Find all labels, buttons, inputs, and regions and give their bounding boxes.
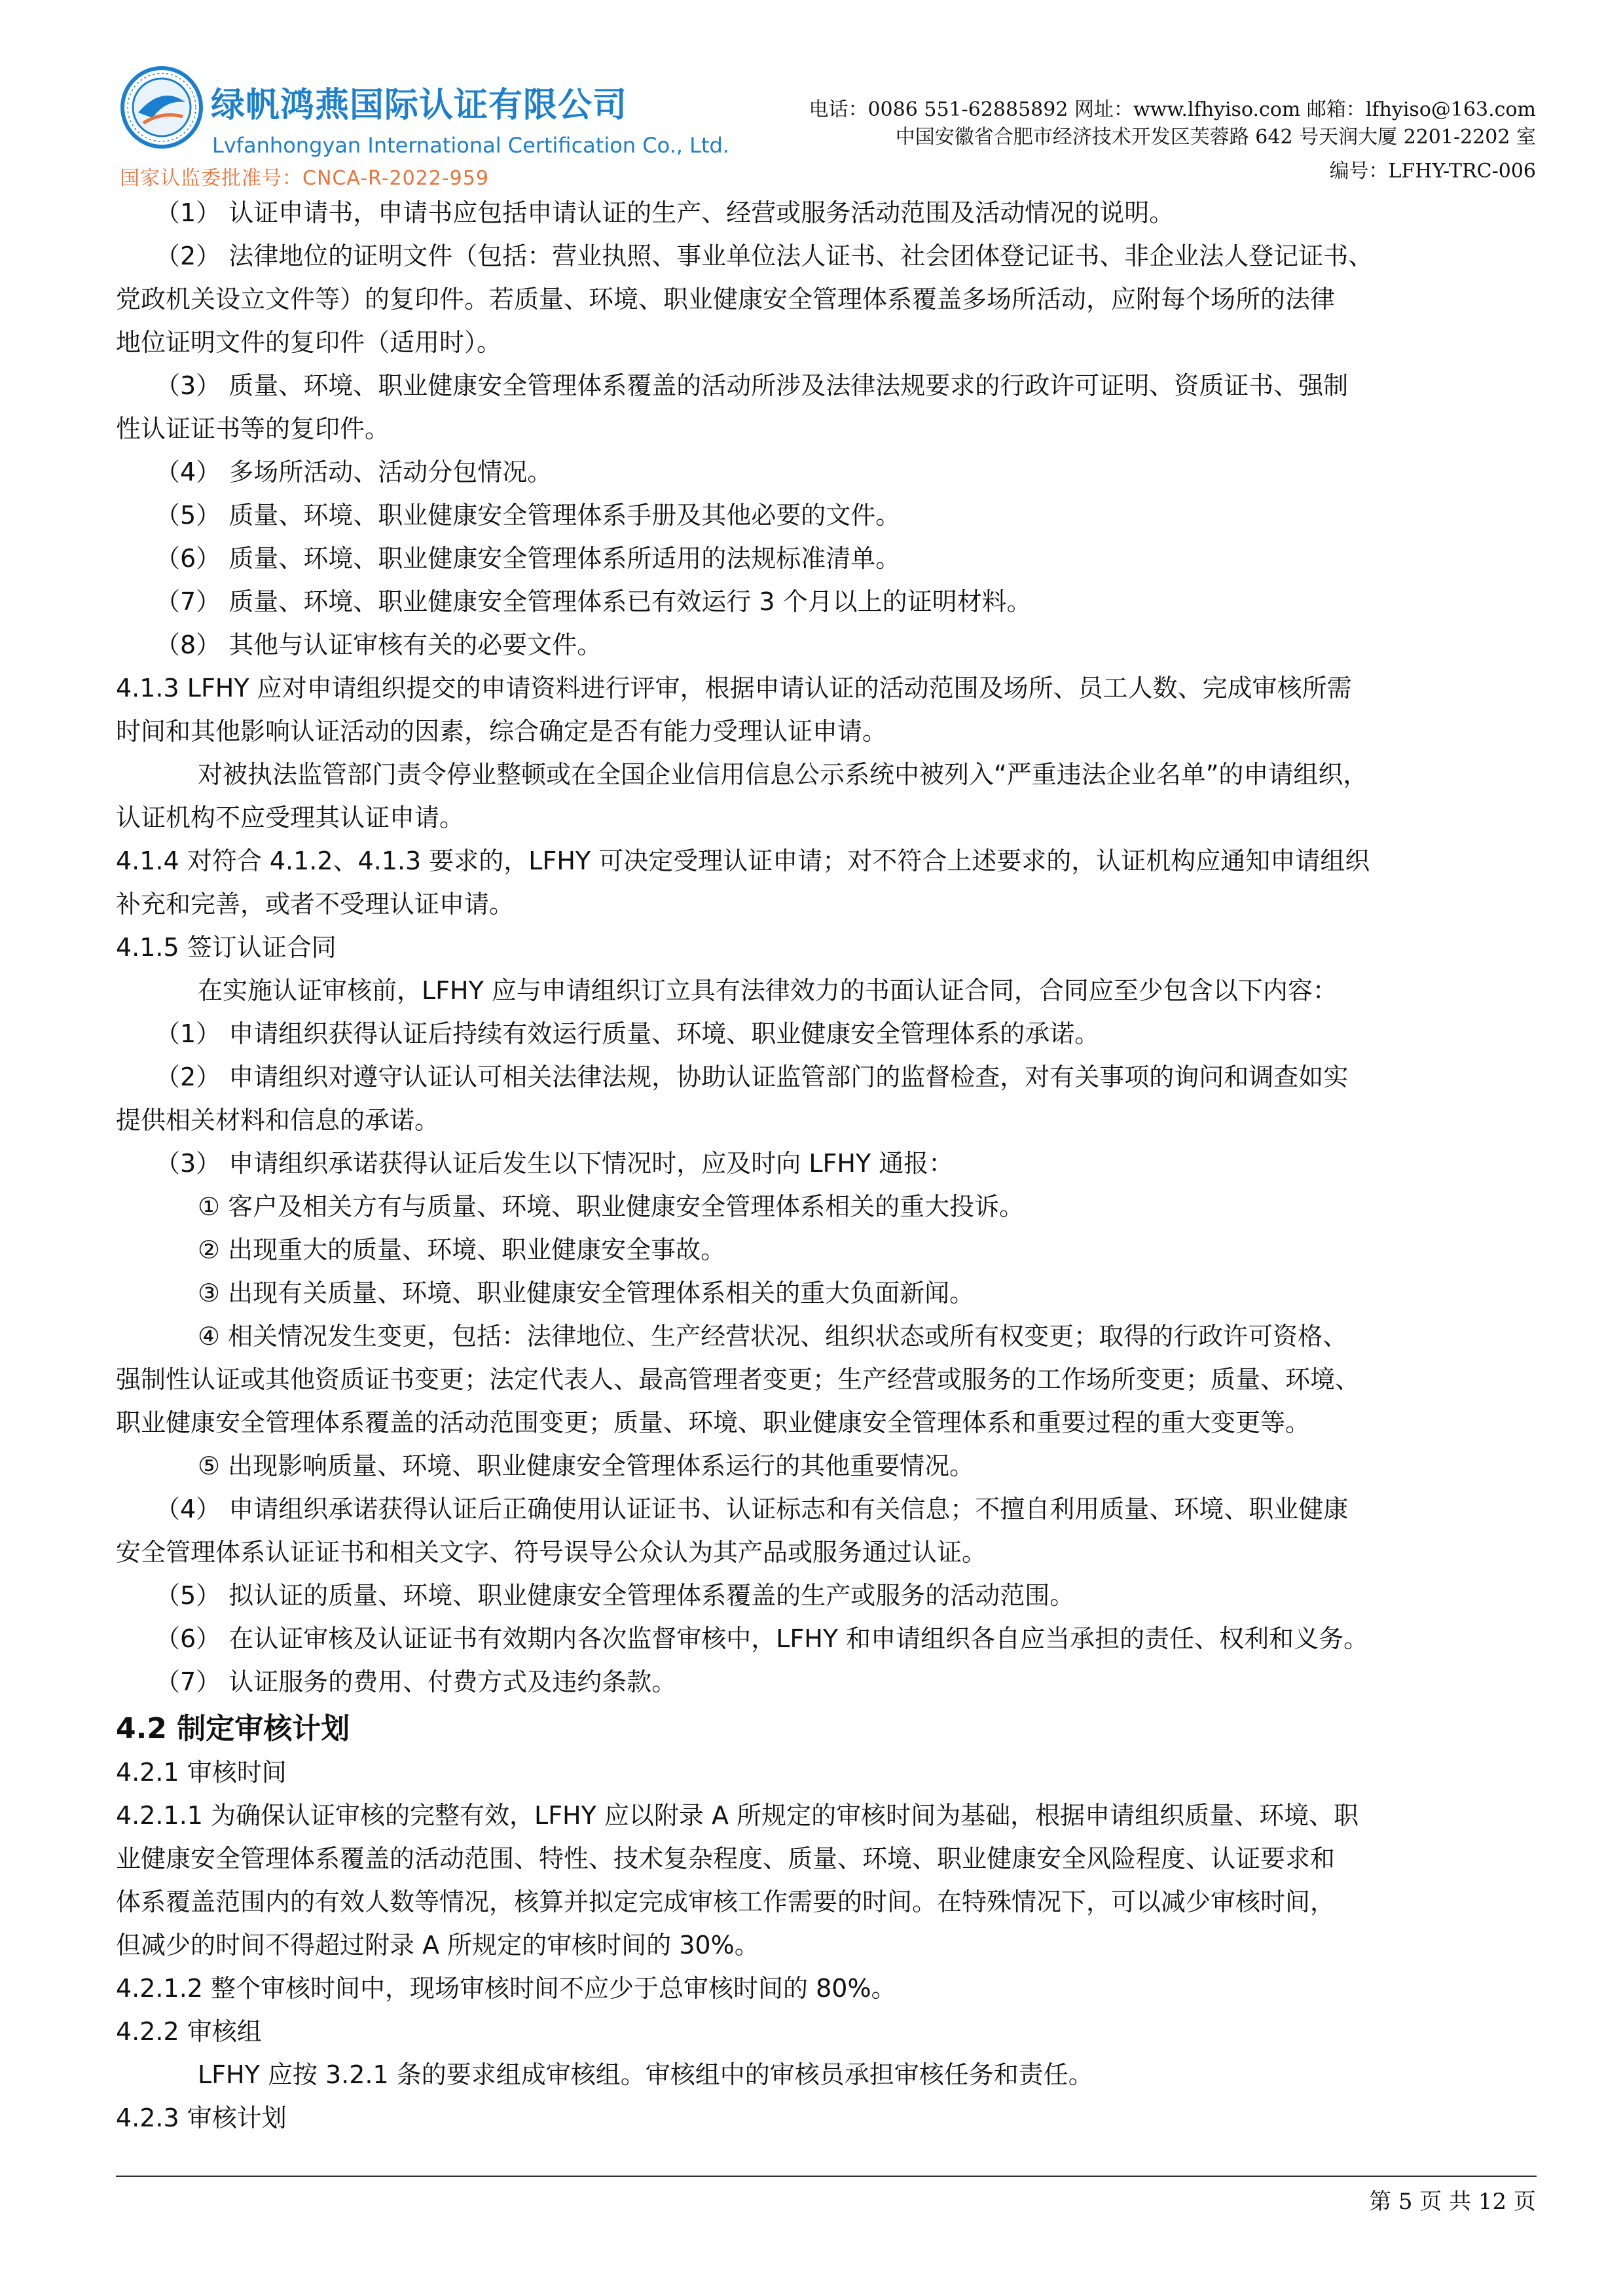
company-name-cn: 绿帆鸿燕国际认证有限公司	[211, 86, 628, 125]
text-line: 但减少的时间不得超过附录 A 所规定的审核时间的 30%。	[116, 1931, 759, 1959]
text-line: 提供相关材料和信息的承诺。	[116, 1106, 440, 1135]
text-line: （6） 质量、环境、职业健康安全管理体系所适用的法规标准清单。	[155, 544, 901, 573]
text-line: （5） 拟认证的质量、环境、职业健康安全管理体系覆盖的生产或服务的活动范围。	[155, 1581, 1075, 1610]
company-name-en: Lvfanhongyan International Certification Co., Ltd.	[212, 133, 729, 158]
text-line: 体系覆盖范围内的有效人数等情况，核算并拟定完成审核工作需要的时间。在特殊情况下，可以减少审核时间，	[116, 1887, 1336, 1916]
text-line: LFHY 应按 3.2.1 条的要求组成审核组。审核组中的审核员承担审核任务和责任。	[198, 2060, 1093, 2089]
text-line: 时间和其他影响认证活动的因素，综合确定是否有能力受理认证申请。	[116, 717, 888, 746]
text-line: （3） 申请组织承诺获得认证后发生以下情况时，应及时向 LFHY 通报：	[155, 1149, 954, 1178]
text-line: （5） 质量、环境、职业健康安全管理体系手册及其他必要的文件。	[155, 501, 901, 530]
text-line: 对被执法监管部门责令停业整顿或在全国企业信用信息公示系统中被列入“严重违法企业名单”的申请组织，	[198, 760, 1368, 789]
document-code: 编号：LFHY-TRC-006	[1329, 160, 1536, 183]
contact-info: 电话：0086 551-62885892 网址：www.lfhyiso.com 邮箱：lfhyiso@163.com	[809, 98, 1536, 121]
footer-divider	[116, 2176, 1537, 2177]
company-address: 中国安徽省合肥市经济技术开发区芙蓉路 642 号天润大厦 2201-2202 室	[895, 126, 1536, 149]
text-line: 党政机关设立文件等）的复印件。若质量、环境、职业健康安全管理体系覆盖多场所活动，应附每个场所的法律	[116, 285, 1336, 314]
text-line: 认证机构不应受理其认证申请。	[116, 803, 465, 832]
text-line: （6） 在认证审核及认证证书有效期内各次监督审核中，LFHY 和申请组织各自应当承担的责任、权利和义务。	[155, 1624, 1369, 1653]
text-line: （8） 其他与认证审核有关的必要文件。	[155, 630, 602, 659]
text-line: ⑤ 出现影响质量、环境、职业健康安全管理体系运行的其他重要情况。	[198, 1451, 975, 1480]
document-body	[116, 191, 1537, 2140]
text-line: （7） 认证服务的费用、付费方式及违约条款。	[155, 1667, 677, 1696]
text-line: 地位证明文件的复印件（适用时）。	[116, 328, 502, 357]
company-logo-icon	[120, 65, 204, 149]
clause-4-1-5-title: 4.1.5 签订认证合同	[116, 933, 337, 962]
text-line: ① 客户及相关方有与质量、环境、职业健康安全管理体系相关的重大投诉。	[198, 1192, 1025, 1221]
text-line: （1） 认证申请书，申请书应包括申请认证的生产、经营或服务活动范围及活动情况的说明。	[155, 198, 1175, 227]
text-line: 职业健康安全管理体系覆盖的活动范围变更；质量、环境、职业健康安全管理体系和重要过程的重大变更等。	[116, 1408, 1311, 1437]
approval-number: 国家认监委批准号：CNCA-R-2022-959	[120, 167, 489, 190]
text-line: （7） 质量、环境、职业健康安全管理体系已有效运行 3 个月以上的证明材料。	[155, 587, 1032, 616]
section-heading-4-2	[116, 1707, 1537, 1751]
text-line: （3） 质量、环境、职业健康安全管理体系覆盖的活动所涉及法律法规要求的行政许可证明、资质证书、强制	[155, 371, 1349, 400]
text-line: 业健康安全管理体系覆盖的活动范围、特性、技术复杂程度、质量、环境、职业健康安全风险程度、认证要求和	[116, 1844, 1336, 1873]
text-line: 强制性认证或其他资质证书变更；法定代表人、最高管理者变更；生产经营或服务的工作场所变更；质量、环境、	[116, 1365, 1360, 1394]
section-title: 制定审核计划	[166, 1712, 350, 1745]
text-line: ③ 出现有关质量、环境、职业健康安全管理体系相关的重大负面新闻。	[198, 1279, 975, 1307]
clause-4-2-3-title: 4.2.3 审核计划	[116, 2104, 287, 2132]
text-line: 安全管理体系认证证书和相关文字、符号误导公众认为其产品或服务通过认证。	[116, 1538, 987, 1567]
section-number: 4.2	[116, 1712, 167, 1745]
page-header	[0, 0, 1623, 190]
clause-4-2-1-1: 4.2.1.1 为确保认证审核的完整有效，LFHY 应以附录 A 所规定的审核时间为基础，根据申请组织质量、环境、职	[116, 1801, 1359, 1830]
text-line: ② 出现重大的质量、环境、职业健康安全事故。	[198, 1235, 726, 1264]
text-line: （2） 申请组织对遵守认证认可相关法律法规，协助认证监管部门的监督检查，对有关事项的询问和调查如实	[155, 1063, 1349, 1091]
page-number: 第 5 页 共 12 页	[1369, 2189, 1536, 2215]
clause-4-1-4: 4.1.4 对符合 4.1.2、4.1.3 要求的，LFHY 可决定受理认证申请；对不符合上述要求的，认证机构应通知申请组织	[116, 847, 1370, 875]
text-line: （2） 法律地位的证明文件（包括：营业执照、事业单位法人证书、社会团体登记证书、非企业法人登记证书、	[155, 242, 1374, 270]
text-line: 在实施认证审核前，LFHY 应与申请组织订立具有法律效力的书面认证合同，合同应至少包含以下内容：	[198, 976, 1338, 1005]
text-line: 补充和完善，或者不受理认证申请。	[116, 890, 515, 919]
text-line: （1） 申请组织获得认证后持续有效运行质量、环境、职业健康安全管理体系的承诺。	[155, 1019, 1100, 1048]
text-line: ④ 相关情况发生变更，包括：法律地位、生产经营状况、组织状态或所有权变更；取得的行政许可资格、	[198, 1322, 1348, 1351]
clause-4-2-1-title: 4.2.1 审核时间	[116, 1758, 287, 1787]
clause-4-2-1-2: 4.2.1.2 整个审核时间中，现场审核时间不应少于总审核时间的 80%。	[116, 1974, 896, 2003]
text-line: （4） 申请组织承诺获得认证后正确使用认证证书、认证标志和有关信息；不擅自利用质量、环境、职业健康	[155, 1495, 1349, 1523]
clause-4-1-3: 4.1.3 LFHY 应对申请组织提交的申请资料进行评审，根据申请认证的活动范围及场所、员工人数、完成审核所需	[116, 674, 1352, 702]
clause-4-2-2-title: 4.2.2 审核组	[116, 2017, 262, 2046]
text-line: （4） 多场所活动、活动分包情况。	[155, 458, 553, 486]
text-line: 性认证证书等的复印件。	[116, 414, 390, 443]
